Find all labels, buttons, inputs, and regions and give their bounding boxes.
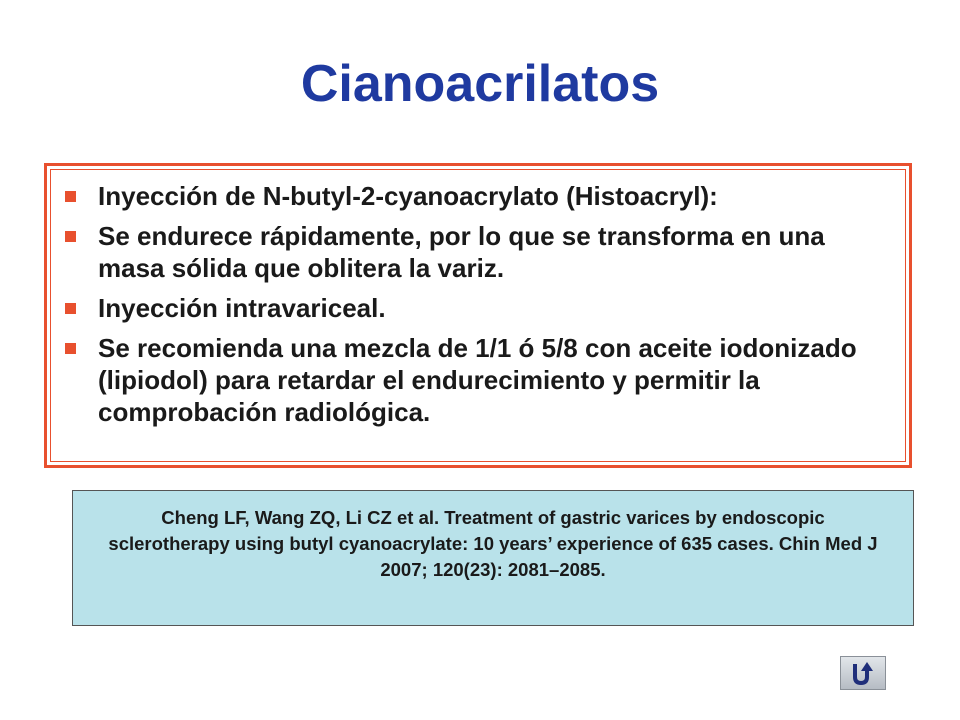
bullet-box [44,163,912,468]
bullet-item [65,292,891,324]
bullet-box-inner [50,169,906,462]
square-bullet-icon [65,231,76,242]
bullet-list [65,180,891,428]
bullet-text: Inyección de N-butyl-2-cyanoacrylato (Histoacryl): [98,181,718,211]
slide-title: Cianoacrilatos [300,55,660,113]
bullet-text: Se endurece rápidamente, por lo que se transforma en una masa sólida que oblitera la variz. [98,221,825,283]
bullet-text: Inyección intravariceal. [98,293,386,323]
square-bullet-icon [65,303,76,314]
bullet-item [65,180,891,212]
return-arrow-icon [848,660,878,686]
return-button[interactable] [840,656,886,690]
citation-box [72,490,914,626]
bullet-item [65,220,891,284]
bullet-text: Se recomienda una mezcla de 1/1 ó 5/8 con aceite iodonizado (lipiodol) para retardar el endurecimiento y permitir la comprobación radiológica. [98,333,857,427]
citation-text: Cheng LF, Wang ZQ, Li CZ et al. Treatment of gastric varices by endoscopic sclerotherapy using butyl cyanoacrylate: 10 years’ experience of 635 cases. Chin Med J 2007; 120(23): 2081–2085. [108,507,878,580]
bullet-item [65,332,891,428]
square-bullet-icon [65,191,76,202]
square-bullet-icon [65,343,76,354]
